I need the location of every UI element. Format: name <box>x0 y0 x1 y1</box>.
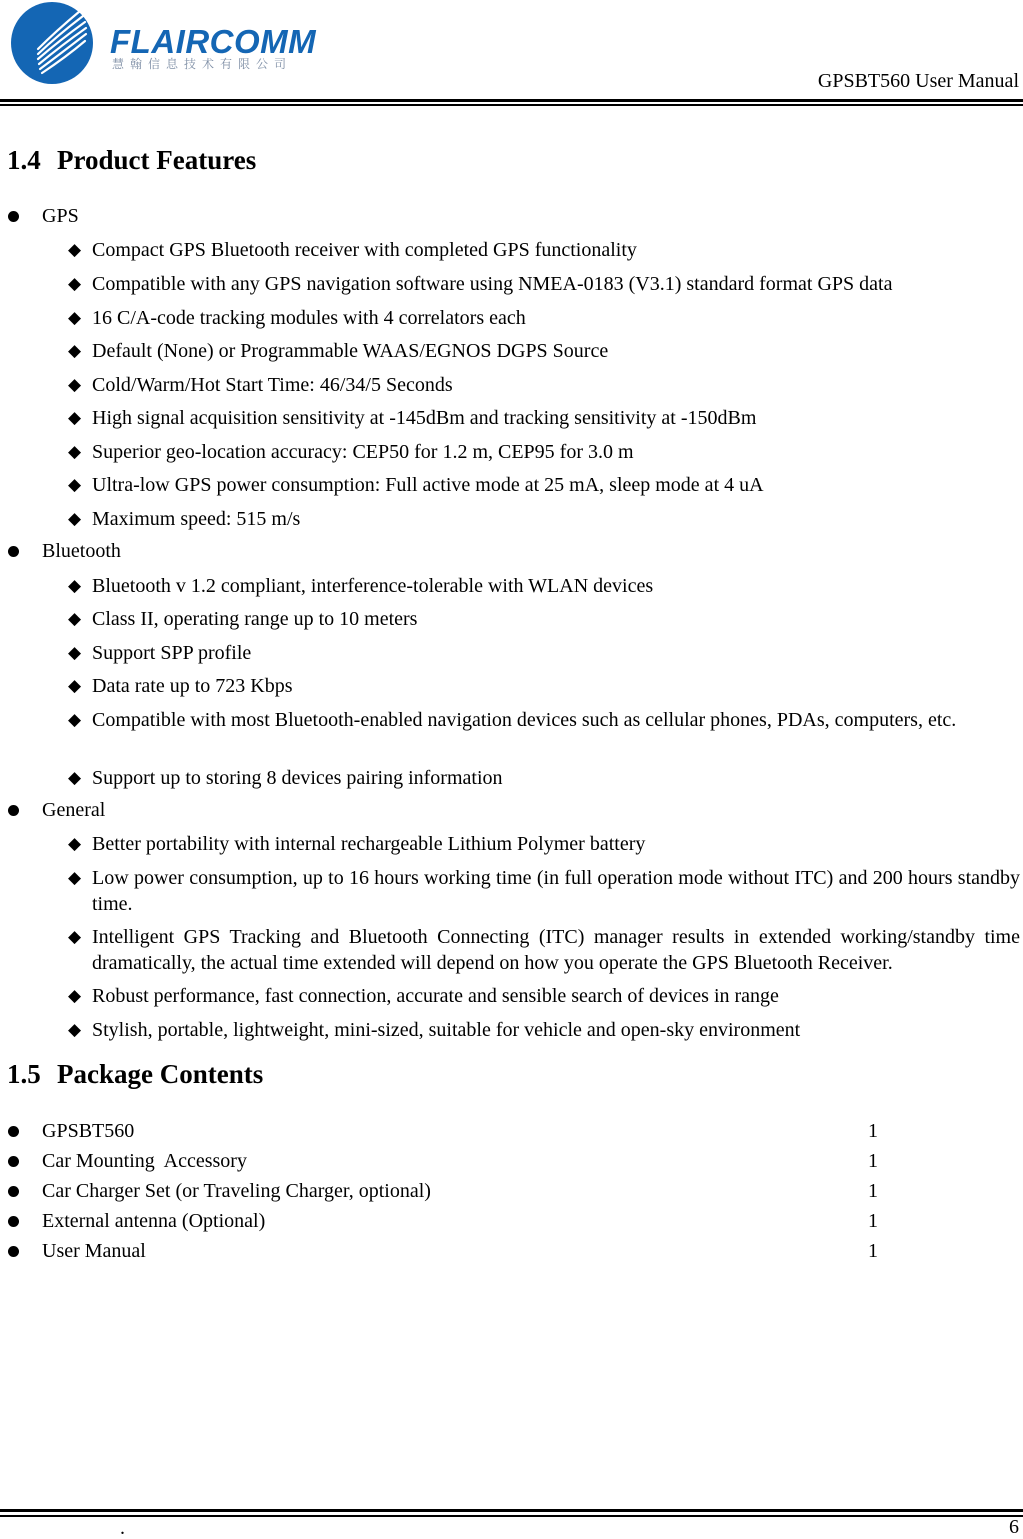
page-number: 6 <box>1009 1516 1019 1538</box>
diamond-bullet-icon: ◆ <box>68 375 82 394</box>
diamond-bullet-icon: ◆ <box>68 834 82 853</box>
company-logo <box>8 1 317 85</box>
diamond-bullet-icon: ◆ <box>68 509 82 528</box>
flaircomm-globe-icon <box>8 1 102 85</box>
document-title: GPSBT560 User Manual <box>817 70 1019 92</box>
diamond-bullet-icon: ◆ <box>68 609 82 628</box>
bullet-dot-icon <box>8 1126 19 1137</box>
section-heading-product-features <box>7 144 256 176</box>
header-rule-thin <box>0 104 1023 106</box>
section-number: 1.5 <box>7 1059 41 1089</box>
section-number: 1.4 <box>7 145 41 175</box>
package-item-qty: 1 <box>868 1210 878 1232</box>
diamond-bullet-icon: ◆ <box>68 274 82 293</box>
bullet-dot-icon <box>8 211 19 222</box>
group-label: Bluetooth <box>42 540 121 562</box>
section-title: Product Features <box>57 145 257 175</box>
header-rule-thick <box>0 99 1023 102</box>
package-item-qty: 1 <box>868 1240 878 1262</box>
package-item-qty: 1 <box>868 1180 878 1202</box>
bullet-dot-icon <box>8 1216 19 1227</box>
package-item-name: Car Mounting Accessory <box>42 1150 247 1172</box>
diamond-bullet-icon: ◆ <box>68 308 82 327</box>
diamond-bullet-icon: ◆ <box>68 676 82 695</box>
bullet-dot-icon <box>8 1156 19 1167</box>
diamond-bullet-icon: ◆ <box>68 643 82 662</box>
package-item-name: Car Charger Set (or Traveling Charger, optional) <box>42 1180 431 1202</box>
logo-brand-text: FLAIRCOMM <box>110 23 317 60</box>
package-item-qty: 1 <box>868 1150 878 1172</box>
footer-rule-thick <box>0 1509 1023 1512</box>
footer-rule-thin <box>0 1515 1023 1517</box>
package-item-name: GPSBT560 <box>42 1120 135 1142</box>
bullet-dot-icon <box>8 1186 19 1197</box>
diamond-bullet-icon: ◆ <box>68 868 82 887</box>
diamond-bullet-icon: ◆ <box>68 442 82 461</box>
diamond-bullet-icon: ◆ <box>68 475 82 494</box>
diamond-bullet-icon: ◆ <box>68 710 82 729</box>
section-title: Package Contents <box>57 1059 264 1089</box>
diamond-bullet-icon: ◆ <box>68 1020 82 1039</box>
bullet-dot-icon <box>8 1246 19 1257</box>
diamond-bullet-icon: ◆ <box>68 341 82 360</box>
group-label: GPS <box>42 205 79 227</box>
diamond-bullet-icon: ◆ <box>68 768 82 787</box>
diamond-bullet-icon: ◆ <box>68 408 82 427</box>
logo-subtitle-text: 慧翰信息技术有限公司 <box>112 57 293 71</box>
diamond-bullet-icon: ◆ <box>68 927 82 946</box>
bullet-dot-icon <box>8 805 19 816</box>
package-item-name: External antenna (Optional) <box>42 1210 266 1232</box>
group-label: General <box>42 799 106 821</box>
diamond-bullet-icon: ◆ <box>68 986 82 1005</box>
diamond-bullet-icon: ◆ <box>68 576 82 595</box>
diamond-bullet-icon: ◆ <box>68 240 82 259</box>
package-item-name: User Manual <box>42 1240 146 1262</box>
footer-mark: . <box>120 1517 125 1539</box>
section-heading-package-contents <box>7 1058 263 1090</box>
package-item-qty: 1 <box>868 1120 878 1142</box>
bullet-dot-icon <box>8 546 19 557</box>
